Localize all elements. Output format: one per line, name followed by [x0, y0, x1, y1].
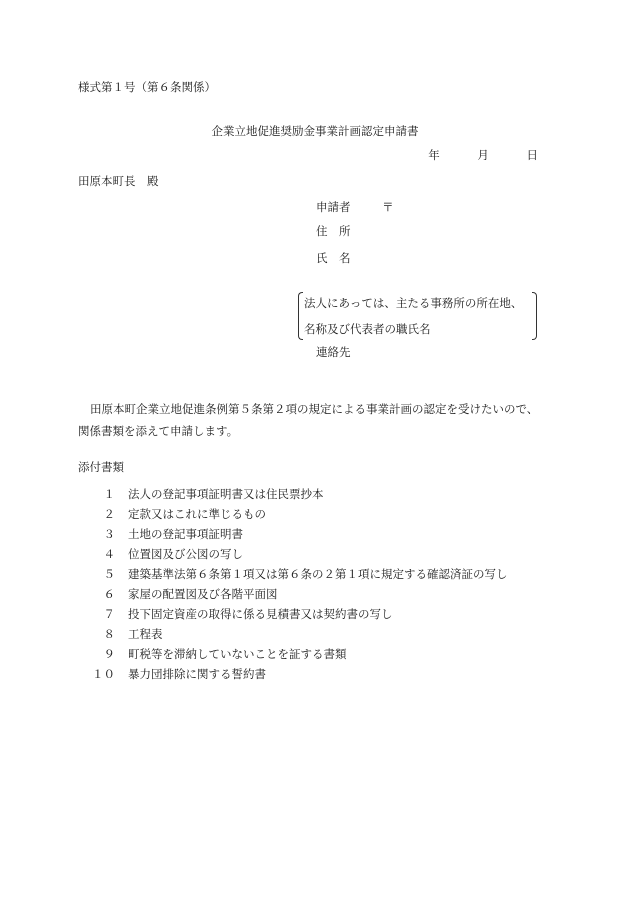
contact-label: 連絡先: [316, 345, 351, 359]
applicant-label: 申請者: [316, 200, 351, 214]
name-label: 氏 名: [316, 251, 351, 265]
date-line: [428, 150, 538, 162]
item-text: 土地の登記事項証明書: [128, 527, 243, 541]
item-number: ６: [103, 587, 115, 601]
date-day-label: 日: [526, 148, 538, 162]
item-number: １０: [92, 667, 115, 681]
item-number: ５: [103, 567, 115, 581]
date-month-label: 月: [477, 148, 489, 162]
item-text: 建築基準法第６条第１項又は第６条の２第１項に規定する確認済証の写し: [128, 567, 508, 581]
corporate-note-line2: 名称及び代表者の職氏名: [304, 322, 431, 336]
item-text: 町税等を滞納していないことを証する書類: [128, 647, 347, 661]
form-number: 様式第１号（第６条関係）: [78, 80, 216, 94]
corporate-note-line1: 法人にあっては、主たる事務所の所在地、: [304, 296, 523, 310]
item-number: ３: [103, 527, 115, 541]
address-label: 住 所: [316, 224, 351, 238]
item-text: 位置図及び公図の写し: [128, 547, 243, 561]
item-number: ８: [103, 627, 115, 641]
item-text: 定款又はこれに準じるもの: [128, 507, 266, 521]
item-number: １: [103, 487, 115, 501]
date-year-label: 年: [428, 148, 440, 162]
item-text: 法人の登記事項証明書又は住民票抄本: [128, 487, 324, 501]
item-number: ９: [103, 647, 115, 661]
item-text: 家屋の配置図及び各階平面図: [128, 587, 278, 601]
note-bracket-right: [532, 292, 537, 340]
document-title: 企業立地促進奨励金事業計画認定申請書: [211, 124, 419, 138]
attachments-heading: 添付書類: [78, 460, 124, 474]
item-text: 投下固定資産の取得に係る見積書又は契約書の写し: [128, 607, 393, 621]
addressee: 田原本町長 殿: [78, 174, 159, 188]
item-number: ７: [103, 607, 115, 621]
item-number: ２: [103, 507, 115, 521]
item-number: ４: [103, 547, 115, 561]
body-paragraph: 田原本町企業立地促進条例第５条第２項の規定による事業計画の認定を受けたいので、関係書類を添えて申請します。: [78, 402, 539, 438]
note-bracket-left: [298, 292, 303, 340]
postal-mark: 〒: [382, 200, 394, 214]
applicant-row: [316, 202, 394, 214]
item-text: 暴力団排除に関する誓約書: [128, 667, 266, 681]
item-text: 工程表: [128, 627, 163, 641]
